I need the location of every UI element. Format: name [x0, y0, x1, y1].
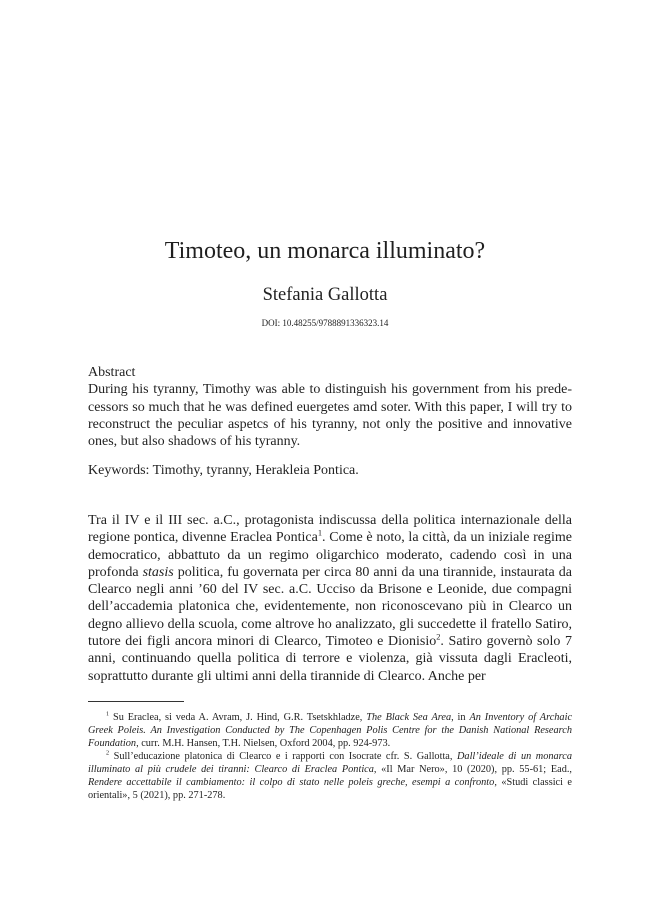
footnote-text: , «Studi classici e orientali», 5 (2021), pp. 271-278.: [88, 777, 573, 801]
footnote-italic-title: Dall’ideale di un monarca illuminato al più crudele dei tiranni: Clearco di Eraclea Pontica: [88, 751, 572, 775]
body-text-segment: politica, fu governata per circa 80 anni da una tirannide, instaurata da Clearco negli anni ’60 del IV sec. a.C. Ucciso da Brisone e Leonide, due compagni dell’accademia platonica che, evidentemente, non riconoscevano più in Clearco un degno allievo della scuola, come altrove ho analizzato, gli succedette il fratello Satiro, tutore dei figli ancora minori di Clearco, Timoteo e Dionisio: [88, 564, 572, 650]
abstract-text: During his tyranny, Timothy was able to distinguish his government from his predecessors so much that he was defined euergetes amd soter. With this paper, I will try to reconstruct the peculiar aspetcs of his tyranny, not only the positive and innovative ones, but also shadows of his tyranny.: [88, 382, 572, 450]
footnote-italic-title: The Black Sea Area: [366, 712, 452, 723]
body-paragraph: [88, 512, 572, 685]
footnote-ref-1[interactable]: 1: [317, 528, 323, 538]
footnote-1: [88, 711, 572, 750]
footnote-italic-title: An Inventory of Archaic Greek Poleis. An Investigation Conducted by The Copenhagen Polis Centre for the Danish National Research Foundation: [88, 712, 573, 749]
doi-identifier: DOI: 10.48255/9788891336323.14: [261, 318, 389, 328]
footnote-divider: [88, 701, 184, 702]
footnote-text: , curr. M.H. Hansen, T.H. Nielsen, Oxford 2004, pp. 924-973.: [136, 738, 391, 749]
body-text-segment: Tra il IV e il III sec. a.C., protagonista indiscussa della politica internazionale della regione pontica, divenne Eraclea Pontica: [88, 513, 572, 546]
footnote-text: , «Il Mar Nero», 10 (2020), pp. 55-61; Ead.,: [373, 764, 572, 775]
footnote-text: Su Eraclea, si veda A. Avram, J. Hind, G.R. Tsetskhladze,: [109, 712, 367, 723]
body-text-segment: . Satiro governò solo 7 anni, continuando quella politica di terrore e violenza, già vissuta dagli Eracleoti, soprattutto durante gli ultimi anni della tirannide di Clearco. Anche per: [88, 634, 573, 684]
footnote-italic-title: Rendere accettabile il cambiamento: il colpo di stato nelle poleis greche, esempi a confronto: [88, 777, 495, 788]
keywords-text: Keywords: Timothy, tyranny, Herakleia Pontica.: [88, 463, 359, 478]
footnote-text: , in: [451, 712, 470, 723]
keywords-section: [88, 462, 572, 479]
author-name: Stefania Gallotta: [262, 285, 388, 305]
footnote-2: [88, 750, 572, 802]
body-text-segment: . Come è noto, la città, da un iniziale regime democratico, abbattuto da un regimo oligarchico moderato, cadendo così in una profonda: [88, 530, 572, 580]
abstract-section: [88, 364, 572, 450]
abstract-heading: Abstract: [88, 365, 136, 380]
footnote-ref-2[interactable]: 2: [436, 632, 441, 642]
footnote-mark-1: 1: [106, 710, 110, 718]
body-italic-term: stasis: [142, 564, 174, 580]
paper-title: Timoteo, un monarca illuminato?: [164, 238, 486, 264]
body-text: [88, 512, 572, 685]
footnotes: [88, 711, 572, 802]
footnote-text: Sull’educazione platonica di Clearco e i rapporti con Isocrate cfr. S. Gallotta,: [109, 751, 457, 762]
footnote-mark-2: 2: [106, 749, 110, 757]
